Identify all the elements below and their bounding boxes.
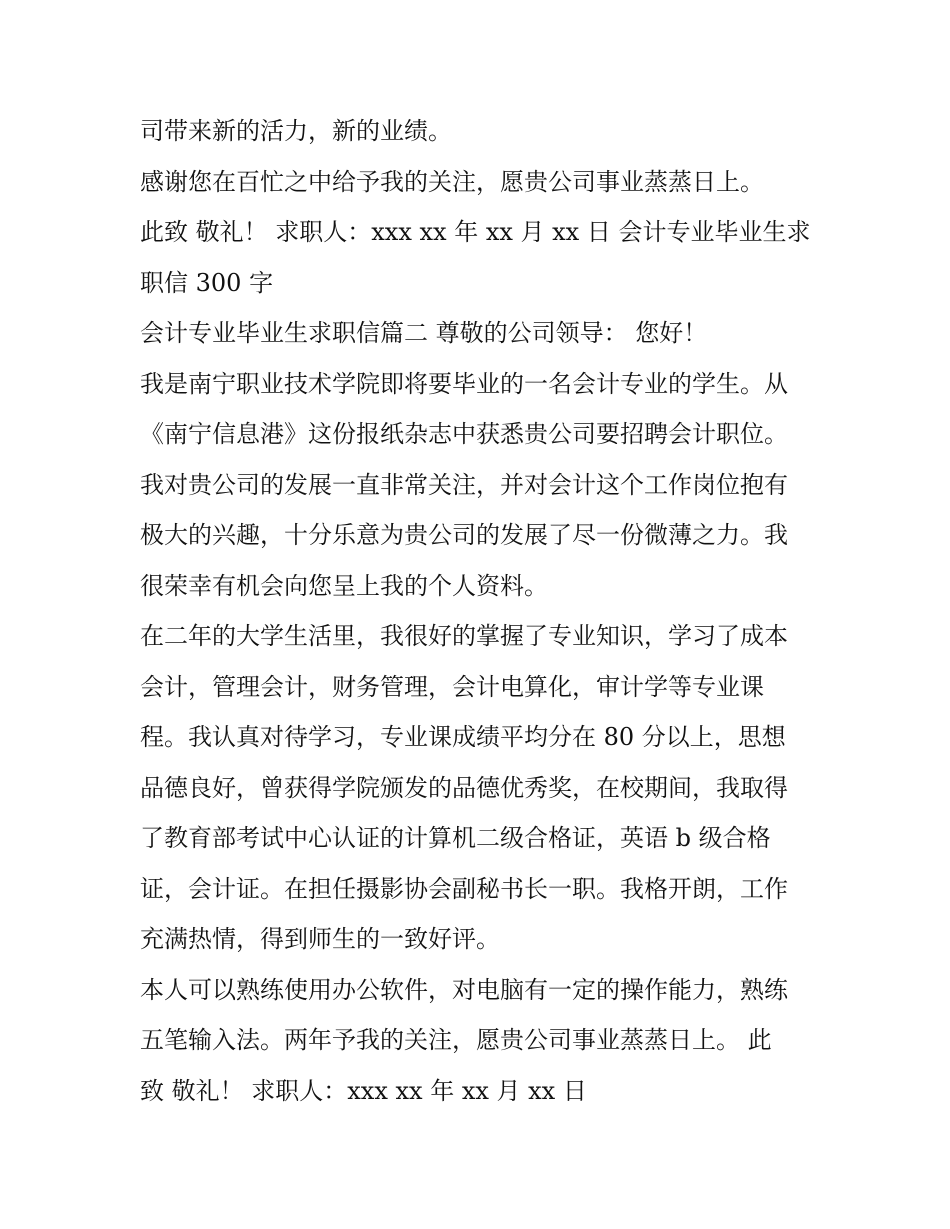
text-line: 感谢您在百忙之中给予我的关注，愿贵公司事业蒸蒸日上。: [140, 167, 764, 196]
text-line: 证，会计证。在担任摄影协会副秘书长一职。我格开朗，工作: [140, 874, 788, 903]
text-line: 极大的兴趣，十分乐意为贵公司的发展了尽一份微薄之力。我: [140, 521, 788, 549]
text-line: 在二年的大学生活里，我很好的掌握了专业知识，学习了成本: [140, 622, 788, 650]
text-line: 司带来新的活力，新的业绩。: [140, 117, 452, 145]
text-line: 职信 300 字: [140, 268, 274, 297]
text-line: 本人可以熟练使用办公软件，对电脑有一定的操作能力，熟练: [140, 975, 788, 1004]
text-line: 很荣幸有机会向您呈上我的个人资料。: [140, 571, 548, 600]
letter-body: [140, 106, 820, 1116]
section-heading: 会计专业毕业生求职信篇二 尊敬的公司领导： 您好！: [140, 319, 708, 347]
text-line: 充满热情，得到师生的一致好评。: [140, 925, 500, 953]
text-line: 我对贵公司的发展一直非常关注，并对会计这个工作岗位抱有: [140, 470, 788, 499]
text-line: 此致 敬礼！ 求职人：xxx xx 年 xx 月 xx 日 会计专业毕业生求: [140, 218, 811, 246]
text-line: 五笔输入法。两年予我的关注，愿贵公司事业蒸蒸日上。 此: [140, 1026, 772, 1054]
text-line: 程。我认真对待学习，专业课成绩平均分在 80 分以上，思想: [140, 723, 786, 751]
text-line: 我是南宁职业技术学院即将要毕业的一名会计专业的学生。从: [140, 369, 788, 398]
text-line: 品德良好，曾获得学院颁发的品德优秀奖，在校期间，我取得: [140, 773, 788, 802]
text-line: 了教育部考试中心认证的计算机二级合格证，英语 b 级合格: [140, 824, 771, 852]
text-line: 会计，管理会计，财务管理，会计电算化，审计学等专业课: [140, 672, 764, 701]
text-line: 《南宁信息港》这份报纸杂志中获悉贵公司要招聘会计职位。: [140, 420, 788, 448]
signature-line: 致 敬礼！ 求职人：xxx xx 年 xx 月 xx 日: [140, 1076, 587, 1105]
